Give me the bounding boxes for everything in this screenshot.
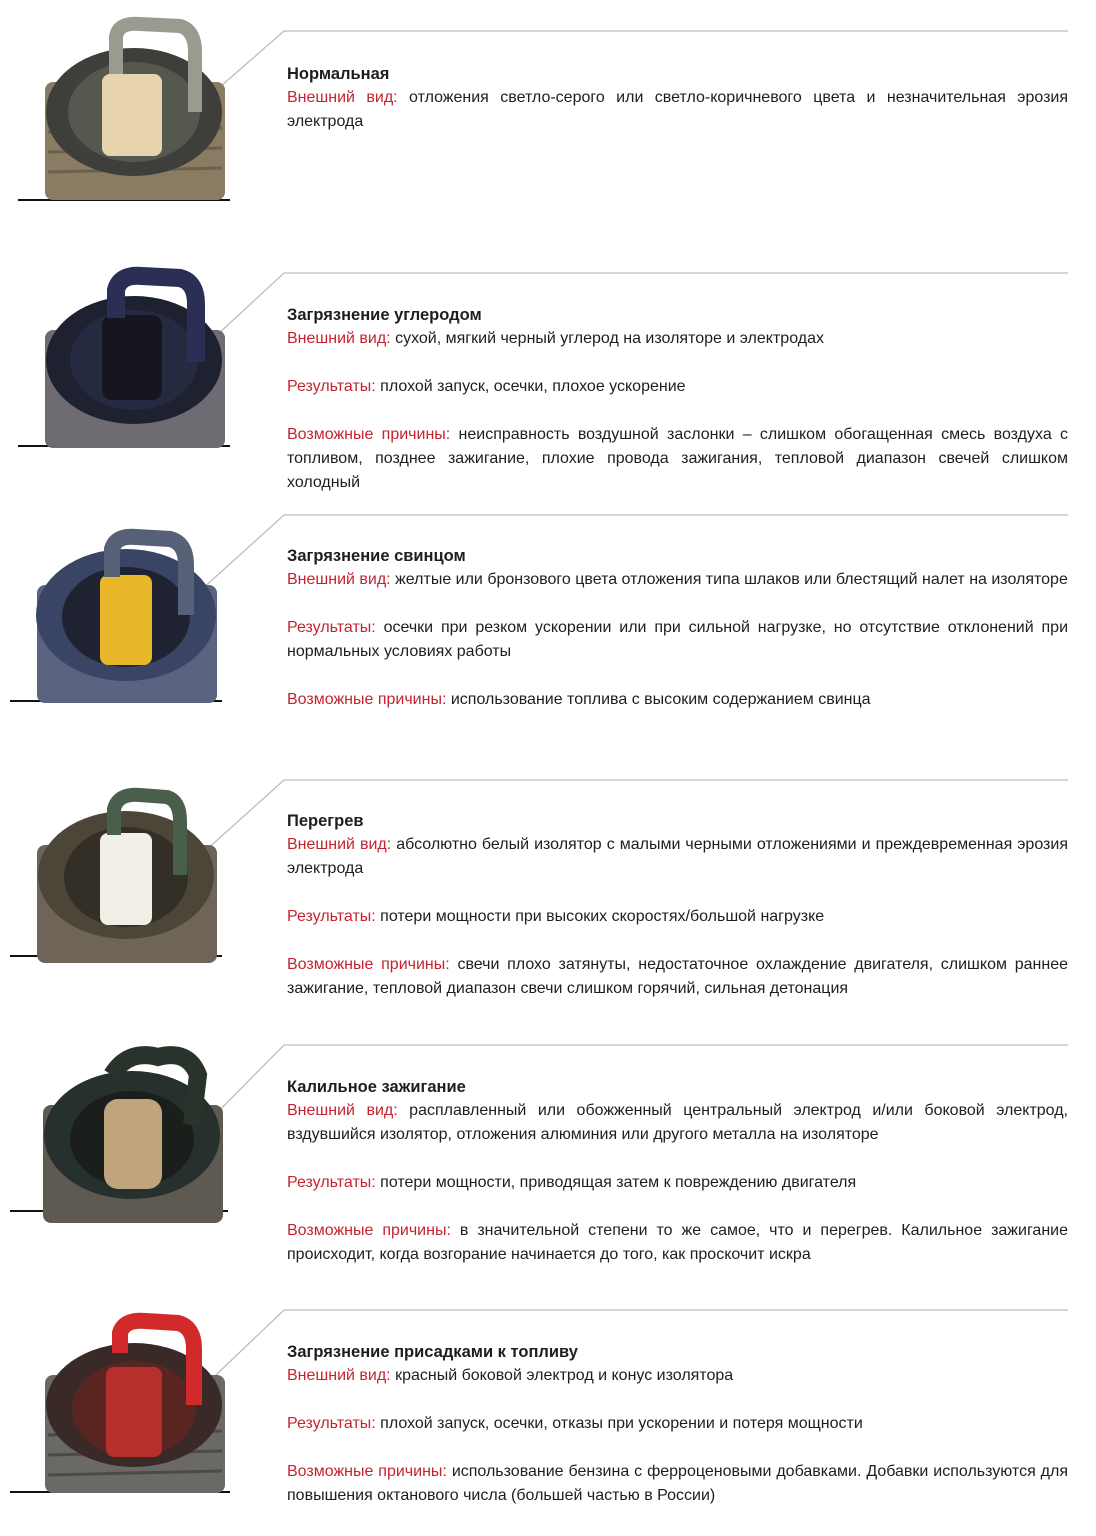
entry-overheat <box>287 809 1068 1025</box>
entry-appearance <box>287 327 1068 351</box>
entry-additive <box>287 1340 1068 1532</box>
appearance-text: желтые или бронзового цвета отложения типа шлаков или блестящий налет на изоляторе <box>395 571 1068 588</box>
results-text: плохой запуск, осечки, отказы при ускорении и потеря мощности <box>380 1415 863 1432</box>
causes-label: Возможные причины: <box>287 1222 451 1239</box>
results-label: Результаты: <box>287 908 376 925</box>
entry-causes <box>287 423 1068 495</box>
appearance-text: абсолютно белый изолятор с малыми черными отложениями и преждевременная эрозия электрода <box>287 836 1068 877</box>
causes-text: в значительной степени то же самое, что и перегрев. Калильное зажигание происходит, когда возгорание начинается до того, как проскочит искра <box>287 1222 1068 1263</box>
entry-appearance <box>287 1099 1068 1147</box>
causes-text: свечи плохо затянуты, недостаточное охлаждение двигателя, слишком раннее зажигание, тепловой диапазон свечи слишком горячий, сильная детонация <box>287 956 1068 997</box>
results-text: потери мощности при высоких скоростях/большой нагрузке <box>380 908 825 925</box>
spark-plug-normal-image <box>30 12 230 202</box>
entry-causes <box>287 1219 1068 1267</box>
appearance-label: Внешний вид: <box>287 571 391 588</box>
spark-plug-additive-image <box>30 1305 230 1495</box>
entry-causes <box>287 688 1068 712</box>
entry-results <box>287 375 1068 399</box>
entry-causes <box>287 953 1068 1001</box>
causes-label: Возможные причины: <box>287 1463 447 1480</box>
spark-plug-preignition-image <box>28 1035 228 1225</box>
entry-appearance <box>287 833 1068 881</box>
results-label: Результаты: <box>287 378 376 395</box>
appearance-text: отложения светло-серого или светло-коричневого цвета и незначительная эрозия электрода <box>287 89 1069 130</box>
appearance-label: Внешний вид: <box>287 1367 391 1384</box>
appearance-label: Внешний вид: <box>287 836 392 853</box>
entry-results <box>287 616 1068 664</box>
entry-title: Загрязнение свинцом <box>287 547 466 565</box>
appearance-label: Внешний вид: <box>287 330 391 347</box>
spark-plug-overheat-image <box>22 775 222 965</box>
spark-plug-carbon-image <box>30 260 230 450</box>
spark-plug-lead-image <box>22 515 222 705</box>
appearance-label: Внешний вид: <box>287 89 398 106</box>
causes-text: неисправность воздушной заслонки – слишком обогащенная смесь воздуха с топливом, позднее зажигание, плохие провода зажигания, тепловой диапазон свечей слишком холодный <box>287 426 1068 491</box>
entry-title: Нормальная <box>287 65 390 83</box>
entry-causes <box>287 1460 1068 1508</box>
appearance-label: Внешний вид: <box>287 1102 398 1119</box>
entry-title: Загрязнение углеродом <box>287 306 482 324</box>
entry-results <box>287 1171 1068 1195</box>
causes-label: Возможные причины: <box>287 956 450 973</box>
causes-label: Возможные причины: <box>287 691 447 708</box>
causes-label: Возможные причины: <box>287 426 451 443</box>
entry-title: Загрязнение присадками к топливу <box>287 1343 578 1361</box>
entry-preignition <box>287 1075 1068 1291</box>
results-text: осечки при резком ускорении или при сильной нагрузке, но отсутствие отклонений при нормальных условиях работы <box>287 619 1069 660</box>
entry-lead <box>287 544 1068 736</box>
appearance-text: красный боковой электрод и конус изолятора <box>395 1367 734 1384</box>
results-text: плохой запуск, осечки, плохое ускорение <box>380 378 686 395</box>
entry-appearance <box>287 86 1068 134</box>
appearance-text: расплавленный или обожженный центральный электрод и/или боковой электрод, вздувшийся изолятор, отложения алюминия или другого металла на изоляторе <box>287 1102 1068 1143</box>
causes-text: использование топлива с высоким содержанием свинца <box>450 691 871 708</box>
entry-appearance <box>287 568 1068 592</box>
entry-title: Калильное зажигание <box>287 1078 466 1096</box>
entry-title: Перегрев <box>287 812 364 830</box>
appearance-text: сухой, мягкий черный углерод на изоляторе и электродах <box>395 330 824 347</box>
entry-results <box>287 905 1068 929</box>
results-label: Результаты: <box>287 619 376 636</box>
entry-carbon <box>287 303 1068 519</box>
results-text: потери мощности, приводящая затем к повреждению двигателя <box>380 1174 857 1191</box>
results-label: Результаты: <box>287 1415 376 1432</box>
causes-text: использование бензина с ферроценовыми добавками. Добавки используются для повышения октанового числа (большей частью в России) <box>287 1463 1068 1504</box>
entry-appearance <box>287 1364 1068 1388</box>
entry-normal <box>287 62 1068 158</box>
entry-results <box>287 1412 1068 1436</box>
results-label: Результаты: <box>287 1174 376 1191</box>
